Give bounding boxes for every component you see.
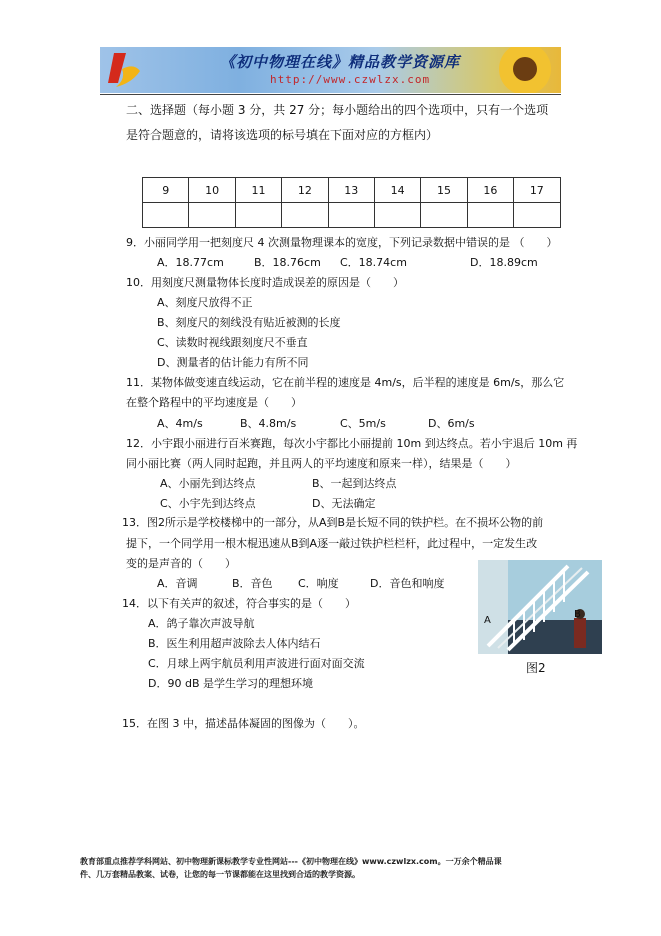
- figure-2-staircase-photo: [478, 560, 602, 654]
- q11-stem-line1: 11．某物体做变速直线运动，它在前半程的速度是 4m/s，后半程的速度是 6m/s，那么它: [126, 376, 565, 389]
- q10-option-a: A、刻度尺放得不正: [157, 296, 253, 309]
- figure-2-label-a: A: [484, 615, 491, 626]
- q9-option-c: C．18.74cm: [340, 256, 407, 269]
- section-heading-line1: 二、选择题（每小题 3 分，共 27 分；每小题给出的四个选项中，只有一个选项: [126, 103, 549, 117]
- answer-number: 15: [421, 178, 467, 203]
- answer-box[interactable]: [328, 203, 374, 228]
- q10-stem: 10．用刻度尺测量物体长度时造成误差的原因是（ ）: [126, 276, 404, 289]
- q12-stem-line1: 12．小宇跟小丽进行百米赛跑，每次小宇都比小丽提前 10m 到达终点。若小宇退后 10m 再: [126, 437, 578, 450]
- q11-stem-line2: 在整个路程中的平均速度是（ ）: [126, 396, 302, 409]
- q14-option-a: A．鸽子靠次声波导航: [148, 617, 255, 630]
- answer-table-blank-row: [143, 203, 561, 228]
- answer-number: 9: [143, 178, 189, 203]
- footer-line2: 件、几万套精品教案、试卷，让您的每一节课都能在这里找到合适的教学资源。: [80, 870, 360, 879]
- answer-box[interactable]: [514, 203, 560, 228]
- q12-option-b: B、一起到达终点: [312, 477, 397, 490]
- q13-option-a: A．音调: [157, 577, 198, 590]
- q10-option-d: D、测量者的估计能力有所不同: [157, 356, 309, 369]
- q13-option-c: C．响度: [298, 577, 339, 590]
- q12-option-c: C、小宇先到达终点: [160, 497, 256, 510]
- answer-number: 16: [467, 178, 513, 203]
- q14-option-b: B．医生利用超声波除去人体内结石: [148, 637, 321, 650]
- answer-number: 11: [235, 178, 281, 203]
- answer-number: 17: [514, 178, 560, 203]
- header-banner: [100, 47, 561, 93]
- banner-title: 《初中物理在线》精品教学资源库: [220, 53, 461, 71]
- q14-option-d: D．90 dB 是学生学习的理想环境: [148, 677, 313, 690]
- answer-box[interactable]: [374, 203, 420, 228]
- q13-stem-line1: 13．图2所示是学校楼梯中的一部分，从A到B是长短不同的铁护栏。在不损坏公物的前: [122, 516, 544, 529]
- q14-stem: 14．以下有关声的叙述，符合事实的是（ ）: [122, 597, 356, 610]
- answer-box[interactable]: [235, 203, 281, 228]
- q13-option-d: D．音色和响度: [370, 577, 445, 590]
- q9-stem: 9．小丽同学用一把刻度尺 4 次测量物理课本的宽度，下列记录数据中错误的是 （ ）: [126, 236, 558, 249]
- answer-box[interactable]: [282, 203, 328, 228]
- section-heading-line2: 是符合题意的，请将该选项的标号填在下面对应的方框内）: [126, 128, 439, 142]
- q12-option-d: D、无法确定: [312, 497, 376, 510]
- q9-option-a: A．18.77cm: [157, 256, 224, 269]
- q13-stem-line2: 提下，一个同学用一根木棍迅速从B到A逐一敲过铁护栏栏杆，此过程中，一定发生改: [126, 537, 538, 550]
- answer-box[interactable]: [189, 203, 235, 228]
- q13-option-b: B．音色: [232, 577, 273, 590]
- q9-option-b: B．18.76cm: [254, 256, 321, 269]
- answer-box[interactable]: [467, 203, 513, 228]
- footer-line1: 教育部重点推荐学科网站、初中物理新课标教学专业性网站---《初中物理在线》www.czwlzx.com。一万余个精品课: [80, 857, 502, 866]
- q11-option-a: A、4m/s: [157, 417, 203, 430]
- header-rule: [100, 94, 561, 95]
- site-logo-icon: [104, 49, 144, 91]
- q12-option-a: A、小丽先到达终点: [160, 477, 256, 490]
- q11-option-b: B、4.8m/s: [240, 417, 297, 430]
- answer-table: [142, 177, 561, 228]
- q9-option-d: D．18.89cm: [470, 256, 538, 269]
- answer-number: 10: [189, 178, 235, 203]
- answer-number: 14: [374, 178, 420, 203]
- answer-number: 13: [328, 178, 374, 203]
- figure-2-caption: 图2: [526, 661, 546, 675]
- q10-option-c: C、读数时视线跟刻度尺不垂直: [157, 336, 308, 349]
- q10-option-b: B、刻度尺的刻线没有贴近被测的长度: [157, 316, 341, 329]
- answer-number: 12: [282, 178, 328, 203]
- q15-stem: 15．在图 3 中，描述晶体凝固的图像为（ ）。: [122, 717, 365, 730]
- banner-url[interactable]: http://www.czwlzx.com: [270, 73, 431, 86]
- q12-stem-line2: 同小丽比赛（两人同时起跑，并且两人的平均速度和原来一样），结果是（ ）: [126, 457, 517, 470]
- staircase-illustration: [478, 560, 602, 654]
- q11-option-c: C、5m/s: [340, 417, 386, 430]
- q13-stem-line3: 变的是声音的（ ）: [126, 557, 236, 570]
- answer-table-number-row: [143, 178, 561, 203]
- q11-option-d: D、6m/s: [428, 417, 475, 430]
- sunflower-icon: [495, 47, 555, 93]
- figure-2-label-b: B: [574, 609, 581, 620]
- answer-box[interactable]: [421, 203, 467, 228]
- q14-option-c: C．月球上两宇航员利用声波进行面对面交流: [148, 657, 365, 670]
- answer-box[interactable]: [143, 203, 189, 228]
